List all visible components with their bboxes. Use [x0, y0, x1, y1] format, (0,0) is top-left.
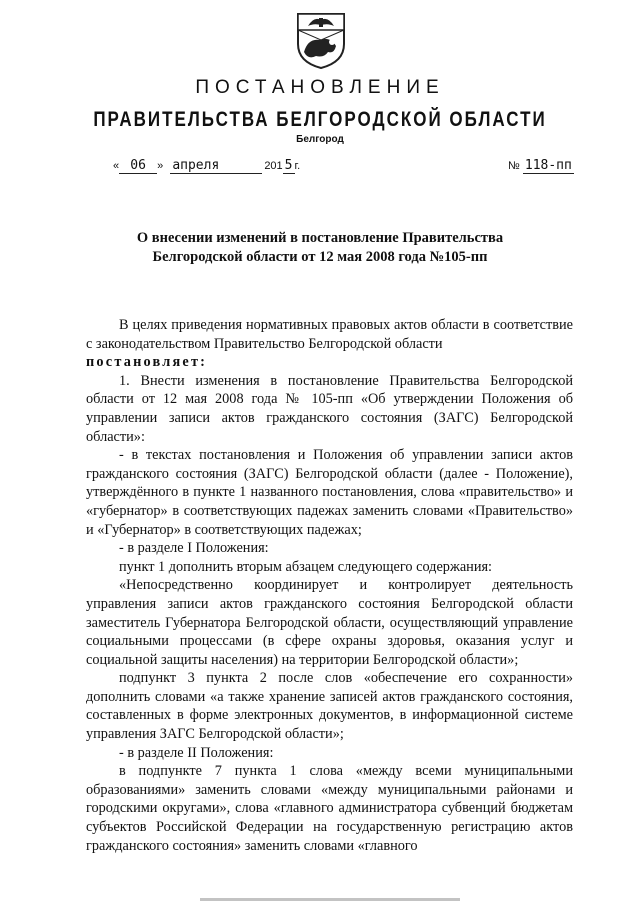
document-body [86, 316, 573, 855]
decree-word: постановляет: [86, 354, 208, 371]
next-page-edge [200, 898, 460, 908]
date-open-quote: « [113, 160, 120, 172]
date-year-digit: 5 [284, 158, 293, 173]
document-type-title: ПОСТАНОВЛЕНИЕ [195, 77, 445, 98]
date-year-suffix: г. [294, 160, 301, 172]
document-date [113, 158, 300, 174]
body-paragraph: - в текстах постановления и Положения об управлении записи актов гражданского состояния (ЗАГС) Белгородской области (далее - Положение), утверждённого в пункте 1 названного постановления, слова «правительство» и «губернатор» в соответствующих падежах заменить словами «Правительство» и «Губернатор» в соответствующих падежах; [86, 447, 573, 538]
issuing-authority: ПРАВИТЕЛЬСТВА БЕЛГОРОДСКОЙ ОБЛАСТИ [93, 107, 547, 131]
heading-line-2: Белгородской области от 12 мая 2008 года №105-пп [152, 249, 488, 265]
body-paragraph: - в разделе II Положения: [119, 744, 274, 761]
heading-line-1: О внесении изменений в постановление Правительства [136, 230, 504, 246]
coat-of-arms-emblem [290, 8, 352, 70]
body-paragraph: пункт 1 дополнить вторым абзацем следующего содержания: [119, 558, 493, 575]
number-label: № [508, 160, 520, 172]
city-name: Белгород [296, 134, 344, 145]
number-value: 118-пп [524, 158, 572, 173]
body-paragraph: - в разделе I Положения: [119, 540, 269, 557]
date-month: апреля [170, 158, 262, 174]
body-paragraph: подпункт 3 пункта 2 после слов «обеспечение его сохранности» дополнить словами «а также хранение записей актов гражданского состояния, составленных в форме электронных документов, в информационной системе управления ЗАГС Белгородской области»; [86, 670, 573, 743]
date-close-quote: » [157, 160, 164, 172]
document-number [508, 158, 574, 174]
body-paragraph: в подпункте 7 пункта 1 слова «между всеми муниципальными образованиями» заменить словами «между муниципальными районами и городскими округами», слова «главного администратора субвенций бюджетам субъектов Российской Федерации на государственную регистрацию актов гражданского состояния» заменить словами «главного [86, 763, 573, 854]
intro-paragraph: В целях приведения нормативных правовых актов области в соответствие с законодательством Правительство Белгородской области [86, 317, 573, 352]
body-paragraph: «Непосредственно координирует и контролирует деятельность управления записи актов гражданского состояния Белгородской области заместитель Губернатора Белгородской области, осуществляющий управление социальными процессами (в сфере охраны здоровья, оказания услуг и социальной защиты населения) на территории Белгородской области»; [86, 577, 573, 668]
document-heading [0, 229, 640, 267]
body-paragraph: 1. Внести изменения в постановление Правительства Белгородской области от 12 мая 2008 года № 105-пп «Об утверждении Положения об управлении записи актов гражданского состояния (ЗАГС) Белгородской области»: [86, 372, 573, 445]
date-day: 06 [119, 158, 157, 174]
date-year-prefix: 201 [264, 160, 283, 172]
